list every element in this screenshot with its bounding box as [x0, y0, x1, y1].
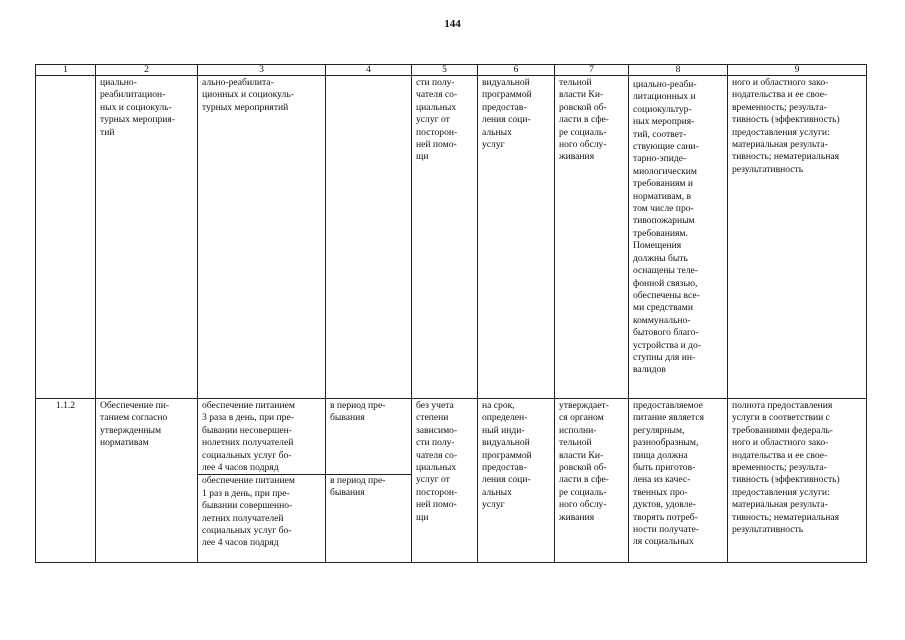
cell-line: циально-реаби- — [633, 79, 697, 90]
cell-line: ного обслу- — [559, 499, 607, 511]
row1-col3 — [198, 76, 326, 399]
column-header: 4 — [326, 65, 412, 76]
cell-line: услуг — [482, 499, 505, 511]
cell-line: дуктов, удовле- — [633, 499, 696, 511]
cell-line: литационных и — [633, 91, 696, 103]
cell-line: тий — [100, 126, 115, 138]
cell-line: степени — [416, 412, 449, 424]
cell-line: временность; результа- — [732, 101, 827, 113]
cell-line: результативность — [732, 163, 804, 175]
cell-line: ровской об- — [559, 462, 607, 474]
cell-line: временность; результа- — [732, 462, 827, 474]
cell-line: полнота предоставления — [732, 400, 833, 411]
cell-line: тивность (эффективность) — [732, 474, 840, 486]
cell-line: предоставления услуги: — [732, 126, 830, 138]
cell-line: определен- — [482, 412, 528, 424]
cell-line: посторон- — [416, 486, 458, 498]
cell-line: сти полу- — [416, 77, 455, 88]
cell-line: бывания — [330, 412, 365, 424]
row2-col3 — [198, 399, 326, 563]
cell-line: разнообразным, — [633, 437, 699, 449]
cell-line: социальных услуг бо- — [202, 525, 292, 537]
cell-line: должны быть — [633, 252, 688, 264]
cell-line: власти Ки- — [559, 449, 604, 461]
row2-col4-option-b — [326, 474, 411, 500]
cell-line: социальных услуг бо- — [202, 449, 292, 461]
column-header: 6 — [478, 65, 555, 76]
cell-line: программой — [482, 449, 532, 461]
cell-line: услуг от — [416, 114, 450, 126]
cell-line: тивность (эффективность) — [732, 114, 840, 126]
cell-line: твенных про- — [633, 486, 688, 498]
cell-line: летних получателей — [202, 512, 284, 524]
cell-line: том числе про- — [633, 203, 694, 215]
cell-line: предоставления услуги: — [732, 486, 830, 498]
cell-line: быть приготов- — [633, 462, 696, 474]
cell-line: тивопожарным — [633, 215, 695, 227]
cell-line: 1.1.2 — [55, 400, 76, 411]
cell-line: нодательства и ее свое- — [732, 449, 828, 461]
cell-line: бытового благо- — [633, 327, 699, 339]
cell-line: ных и социокуль- — [100, 101, 172, 113]
cell-line: турных мероприятий — [202, 101, 289, 113]
cell-line: чателя со- — [416, 89, 458, 101]
cell-line: зависимо- — [416, 424, 458, 436]
cell-line: циальных — [416, 462, 457, 474]
cell-line: нормативам, в — [633, 190, 691, 202]
cell-line: ре социаль- — [559, 486, 607, 498]
row2-col3-option-a — [202, 400, 321, 474]
column-header: 2 — [96, 65, 198, 76]
cell-line: ровской об- — [559, 101, 607, 113]
cell-line: ных мероприя- — [633, 116, 695, 128]
cell-line: ре социаль- — [559, 126, 607, 138]
cell-line: турных мероприя- — [100, 114, 176, 126]
cell-line: программой — [482, 89, 532, 101]
cell-line: питание является — [633, 412, 705, 424]
cell-line: коммунально- — [633, 314, 691, 326]
cell-line: материальная результа- — [732, 499, 828, 511]
row1-col1 — [36, 76, 96, 399]
cell-line: ласти в сфе- — [559, 114, 610, 126]
cell-line: нормативам — [100, 437, 149, 449]
cell-line: устройства и до- — [633, 339, 702, 351]
cell-line: тарно-эпиде- — [633, 153, 687, 165]
row1-col5 — [412, 76, 478, 399]
cell-line: Помещения — [633, 240, 682, 252]
column-header: 9 — [728, 65, 867, 76]
cell-line: обеспечение питанием — [202, 475, 295, 487]
row1-col9 — [728, 76, 867, 399]
row1-col6 — [478, 76, 555, 399]
cell-line: бывании несовершен- — [202, 424, 292, 436]
row2-col4-option-a — [330, 400, 407, 474]
cell-line: услуг от — [416, 474, 450, 486]
cell-line: видуальной — [482, 437, 530, 449]
cell-line: Обеспечение пи- — [100, 400, 170, 411]
cell-line: циально- — [100, 77, 137, 88]
cell-line: валидов — [633, 364, 666, 376]
row2-col5 — [412, 399, 478, 563]
cell-line: материальная результа- — [732, 139, 828, 151]
cell-line: предостав- — [482, 462, 527, 474]
cell-line: живания — [559, 151, 595, 163]
cell-line: миологическим — [633, 165, 697, 177]
cell-line: оснащены теле- — [633, 265, 699, 277]
cell-line: в период пре- — [330, 475, 386, 486]
cell-line: требованиям. — [633, 227, 688, 239]
cell-line: 3 раза в день, при пре- — [202, 412, 294, 424]
cell-line: бывания — [330, 487, 365, 499]
cell-line: услуг — [482, 139, 505, 151]
row2-col2 — [96, 399, 198, 563]
cell-line: тивность; нематериальная — [732, 511, 840, 523]
cell-line: утверждает- — [559, 400, 609, 411]
table-row — [36, 76, 867, 399]
row1-col2 — [96, 76, 198, 399]
cell-line: щи — [416, 151, 429, 163]
cell-line: нолетних получателей — [202, 437, 294, 449]
cell-line: результативность — [732, 524, 804, 536]
cell-line: ней помо- — [416, 139, 457, 151]
cell-line: ного и областного зако- — [732, 437, 829, 449]
cell-line: требованиям и — [633, 178, 693, 190]
cell-line: ционных и социокуль- — [202, 89, 294, 101]
cell-line: живания — [559, 511, 595, 523]
row2-col1 — [36, 399, 96, 563]
row1-col7 — [555, 76, 629, 399]
row2-col9 — [728, 399, 867, 563]
row2-col8 — [629, 399, 728, 563]
cell-line: бывании совершенно- — [202, 500, 293, 512]
cell-line: ально-реабилита- — [202, 77, 274, 88]
column-header: 5 — [412, 65, 478, 76]
cell-line: 1 раз в день, при пре- — [202, 487, 290, 499]
cell-line: предоставляемое — [633, 400, 703, 411]
cell-line: чателя со- — [416, 449, 458, 461]
row2-col3-option-b — [198, 474, 325, 549]
column-header: 8 — [629, 65, 728, 76]
cell-line: ный инди- — [482, 424, 525, 436]
cell-line: фонной связью, — [633, 277, 698, 289]
cell-line: щи — [416, 511, 429, 523]
cell-line: в период пре- — [330, 400, 386, 411]
cell-line: ней помо- — [416, 499, 457, 511]
cell-line: циальных — [416, 101, 457, 113]
cell-line: творять потреб- — [633, 511, 698, 523]
page-number: 144 — [444, 18, 461, 30]
row2-col7 — [555, 399, 629, 563]
cell-line: утвержденным — [100, 424, 162, 436]
cell-line: регулярным, — [633, 424, 685, 436]
column-header: 3 — [198, 65, 326, 76]
cell-line: ся органом — [559, 412, 604, 424]
cell-line: обеспечены все- — [633, 289, 700, 301]
cell-line: социокультур- — [633, 103, 692, 115]
cell-line: ля социальных — [633, 536, 694, 548]
cell-line: альных — [482, 126, 512, 138]
header-row — [36, 65, 867, 76]
cell-line: ласти в сфе- — [559, 474, 610, 486]
table-row — [36, 399, 867, 563]
cell-line: предостав- — [482, 101, 527, 113]
cell-line: ности получате- — [633, 524, 700, 536]
cell-line: тивность; нематериальная — [732, 151, 840, 163]
cell-line: ного и областного зако- — [732, 77, 829, 88]
cell-line: видуальной — [482, 77, 530, 88]
column-header: 7 — [555, 65, 629, 76]
cell-line: тельной — [559, 437, 592, 449]
column-header: 1 — [36, 65, 96, 76]
cell-line: ления соци- — [482, 474, 531, 486]
cell-line: лена из качес- — [633, 474, 691, 486]
cell-line: танием согласно — [100, 412, 168, 424]
cell-line: обеспечение питанием — [202, 400, 295, 411]
cell-line: пища должна — [633, 449, 688, 461]
cell-line: власти Ки- — [559, 89, 604, 101]
cell-line: тельной — [559, 77, 592, 88]
cell-line: исполни- — [559, 424, 597, 436]
cell-line: ми средствами — [633, 302, 693, 314]
cell-line: ствующие сани- — [633, 141, 699, 153]
cell-line: реабилитацион- — [100, 89, 166, 101]
cell-line: нодательства и ее свое- — [732, 89, 828, 101]
row1-col8 — [629, 76, 728, 399]
cell-line: сти полу- — [416, 437, 455, 449]
row2-col4 — [326, 399, 412, 563]
cell-line: ступны для ин- — [633, 351, 696, 363]
cell-line: альных — [482, 486, 512, 498]
cell-line: лее 4 часов подряд — [202, 537, 279, 549]
cell-line: услуги в соответствии с — [732, 412, 830, 424]
row1-col4 — [326, 76, 412, 399]
cell-line: требованиями федераль- — [732, 424, 833, 436]
cell-line: на срок, — [482, 400, 515, 411]
cell-line: лее 4 часов подряд — [202, 462, 279, 474]
cell-line: тий, соответ- — [633, 128, 687, 140]
cell-line: посторон- — [416, 126, 458, 138]
cell-line: ного обслу- — [559, 139, 607, 151]
services-table — [35, 64, 867, 563]
cell-line: без учета — [416, 400, 454, 411]
row2-col6 — [478, 399, 555, 563]
cell-line: ления соци- — [482, 114, 531, 126]
